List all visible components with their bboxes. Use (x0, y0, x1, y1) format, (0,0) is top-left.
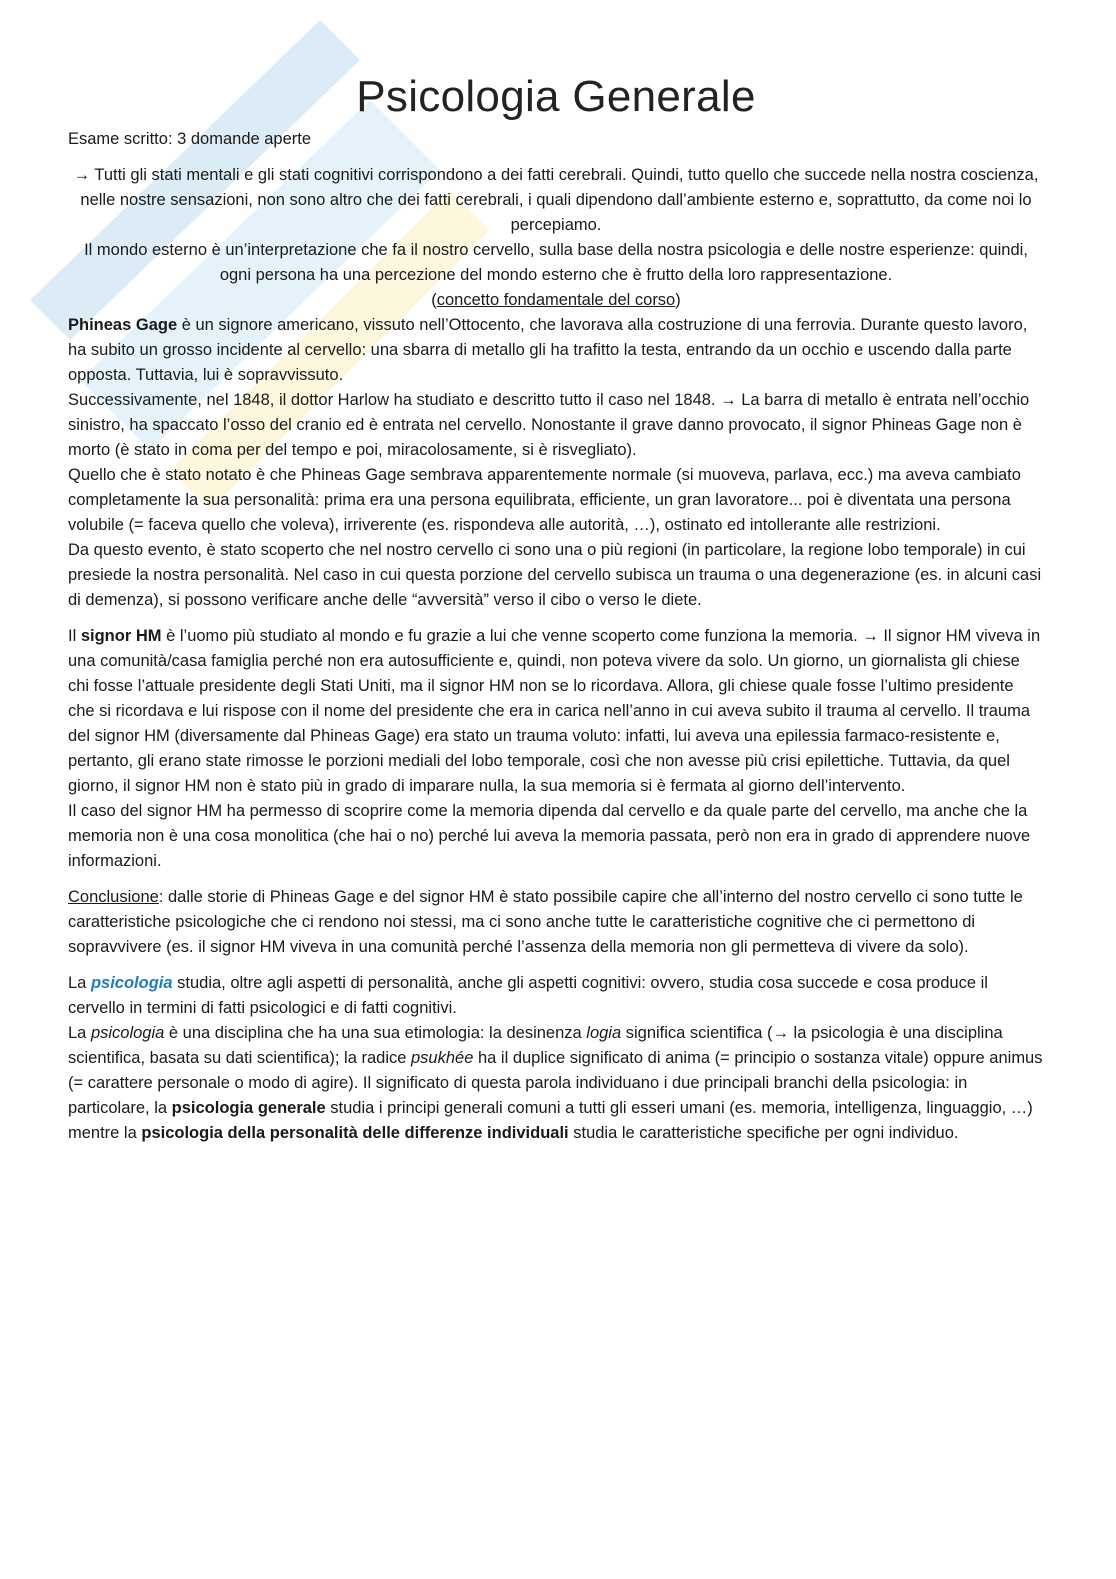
page-title: Psicologia Generale (356, 72, 756, 121)
exam-info: Esame scritto: 3 domande aperte (68, 130, 312, 148)
intro-paragraph: → Tutti gli stati mentali e gli stati cognitivi corrispondono a dei fatti cerebrali. Quindi, tutto quello che succede nella nostra coscienza, nelle nostre sensazioni, non sono altro che dei fatti cerebrali, i quali dipendono dall’ambiente esterno e, soprattutto, da come noi lo percepiamo. (73, 166, 1039, 234)
arrow-icon: → (73, 166, 91, 184)
arrow-icon: → (772, 1024, 789, 1042)
psychology-paragraph-1: La psicologia studia, oltre agli aspetti di personalità, anche gli aspetti cognitivi: ovvero, studia cosa succede e cosa produce il cervello in termini di fatti psicologici e di fatti cognitivi. (68, 974, 988, 1017)
gage-paragraph-4: Da questo evento, è stato scoperto che nel nostro cervello ci sono una o più regioni (in particolare, la regione lobo temporale) in cui presiede la nostra personalità. Nel caso in cui questa porzione del cervello subisca un trauma o una degenerazione (es. in alcuni casi di demenza), si possono verificare anche delle “avversità” verso il cibo o verso le diete. (68, 541, 1042, 609)
gage-paragraph-3: Quello che è stato notato è che Phineas Gage sembrava apparentemente normale (si muoveva, parlava, ecc.) ma aveva cambiato completamente la sua personalità: prima era una persona equilibrata, efficiente, un gran lavoratore... poi è diventata una persona volubile (= faceva quello che voleva), irriverente (es. rispondeva alle autorità, …), ostinato ed intollerante alle restrizioni. (68, 466, 1021, 534)
conclusion-paragraph: Conclusione: dalle storie di Phineas Gage e del signor HM è stato possibile capire che all’interno del nostro cervello ci sono tutte le caratteristiche psicologiche che ci rendono noi stessi, ma ci sono anche tutte le caratteristiche cognitive che ci permettono di sopravvivere (es. il signor HM viveva in una comunità perché l’assenza della memoria non gli permetteva di vivere da solo). (68, 888, 1023, 956)
document-page (68, 72, 1044, 1146)
hm-paragraph-1: Il signor HM è l’uomo più studiato al mondo e fu grazie a lui che venne scoperto come funziona la memoria. → Il signor HM viveva in una comunità/casa famiglia perché non era autosufficiente e, quindi, non poteva vivere da solo. Un giorno, un giornalista gli chiese chi fosse l’attuale presidente degli Stati Uniti, ma il signor HM non se lo ricordava. Allora, gli chiese quale fosse l’ultimo presidente che si ricordava e lui rispose con il nome del presidente che era in carica nell’anno in cui aveva subito il trauma al cervello. Il trauma del signor HM (diversamente dal Phineas Gage) era stato un trauma voluto: infatti, lui aveva una epilessia farmaco-resistente e, pertanto, gli erano state rimosse le porzioni mediali del lobo temporale, così che non avesse più crisi epilettiche. Tuttavia, da quel giorno, il signor HM non è stato più in grado di imparare nulla, la sua memoria si è fermata al giorno dell’intervento. (68, 627, 1041, 795)
intro-paragraph-2: Il mondo esterno è un’interpretazione che fa il nostro cervello, sulla base della nostra psicologia e delle nostre esperienze: quindi, ogni persona ha una percezione del mondo esterno che è frutto della loro rappresentazione. (84, 241, 1028, 284)
gage-paragraph-1: Phineas Gage è un signore americano, vissuto nell’Ottocento, che lavorava alla costruzione di una ferrovia. Durante questo lavoro, ha subito un grosso incidente al cervello: una sbarra di metallo gli ha trafitto la testa, entrando da un occhio e uscendo dalla parte opposta. Tuttavia, lui è sopravvissuto. (68, 316, 1028, 384)
arrow-icon: → (720, 391, 737, 409)
hm-paragraph-2: Il caso del signor HM ha permesso di scoprire come la memoria dipenda dal cervello e da quale parte del cervello, ma anche che la memoria non è una cosa monolitica (che hai o no) perché lui aveva la memoria passata, però non era in grado di apprendere nuove informazioni. (68, 802, 1031, 870)
psychology-paragraph-2: La psicologia è una disciplina che ha una sua etimologia: la desinenza logia significa scientifica (→ la psicologia è una disciplina scientifica, basata su dati scientifica); la radice psukhée ha il duplice significato di anima (= principio o sostanza vitale) oppure animus (= carattere personale o modo di agire). Il significato di questa parola individuano i due principali branchi della psicologia: in particolare, la psicologia generale studia i principi generali comuni a tutti gli esseri umani (es. memoria, intelligenza, linguaggio, …) mentre la psicologia della personalità delle differenze individuali studia le caratteristiche specifiche per ogni individuo. (68, 1024, 1043, 1142)
gage-paragraph-2: Successivamente, nel 1848, il dottor Harlow ha studiato e descritto tutto il caso nel 1848. → La barra di metallo è entrata nell’occhio sinistro, ha spaccato l’osso del cranio ed è entrata nel cervello. Nonostante il grave danno provocato, il signor Phineas Gage non è morto (è stato in coma per del tempo e poi, miracolosamente, si è risvegliato). (68, 391, 1030, 459)
key-concept-note: (concetto fondamentale del corso) (431, 291, 681, 309)
arrow-icon: → (862, 627, 879, 645)
